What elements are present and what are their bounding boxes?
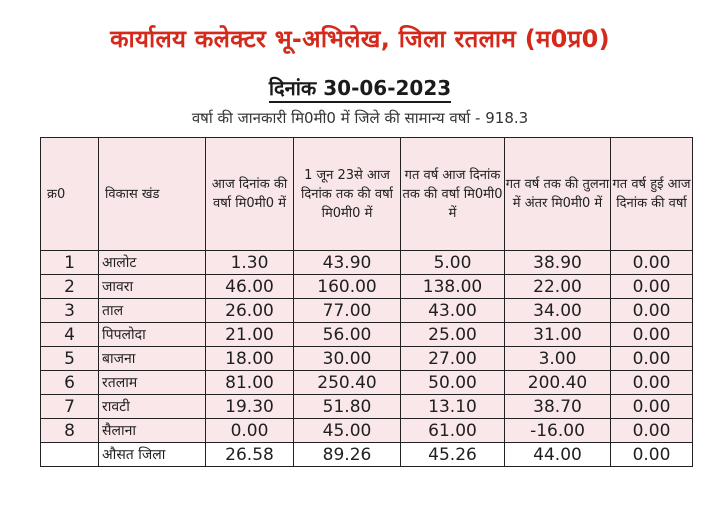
cell-difference: 38.70 <box>505 395 611 419</box>
cell-difference: 200.40 <box>505 371 611 395</box>
cell-block-name: रावटी <box>99 395 206 419</box>
cell-block-name: जावरा <box>99 275 206 299</box>
cell-last-year-rain: 138.00 <box>401 275 505 299</box>
cell-today-rain: 18.00 <box>206 347 294 371</box>
cell-last-year-today: 0.00 <box>611 323 693 347</box>
cell-serial: 4 <box>41 323 99 347</box>
column-header-cumulative-rain: 1 जून 23से आज दिनांक तक की वर्षा मि0मी0 में <box>294 138 401 251</box>
column-header-serial: क्र0 <box>41 138 99 251</box>
cell-block-name: बाजना <box>99 347 206 371</box>
cell-block-name: सैलाना <box>99 419 206 443</box>
cell-last-year-today: 0.00 <box>611 371 693 395</box>
cell-last-year-rain: 61.00 <box>401 419 505 443</box>
district-average-row <box>41 443 693 467</box>
cell-last-year-today: 0.00 <box>611 275 693 299</box>
page-title: कार्यालय कलेक्टर भू-अभिलेख, जिला रतलाम (म0प्र0) <box>110 25 610 53</box>
table-header-row <box>41 138 693 251</box>
cell-today-rain: 26.00 <box>206 299 294 323</box>
column-header-last-year-today: गत वर्ष हुई आज दिनांक की वर्षा <box>611 138 693 251</box>
cell-last-year-today: 0.00 <box>611 443 693 467</box>
cell-difference: 38.90 <box>505 251 611 275</box>
cell-cumulative-rain: 30.00 <box>294 347 401 371</box>
table-row <box>41 347 693 371</box>
cell-last-year-today: 0.00 <box>611 299 693 323</box>
cell-last-year-today: 0.00 <box>611 251 693 275</box>
cell-block-name: आलोट <box>99 251 206 275</box>
table-row <box>41 371 693 395</box>
cell-cumulative-rain: 45.00 <box>294 419 401 443</box>
cell-last-year-today: 0.00 <box>611 347 693 371</box>
cell-difference: 34.00 <box>505 299 611 323</box>
cell-block-name: पिपलोदा <box>99 323 206 347</box>
cell-serial: 7 <box>41 395 99 419</box>
column-header-today-rain: आज दिनांक की वर्षा मि0मी0 में <box>206 138 294 251</box>
cell-difference: 22.00 <box>505 275 611 299</box>
cell-serial <box>41 443 99 467</box>
cell-block-name: रतलाम <box>99 371 206 395</box>
cell-last-year-rain: 13.10 <box>401 395 505 419</box>
cell-difference: 31.00 <box>505 323 611 347</box>
cell-serial: 3 <box>41 299 99 323</box>
cell-difference: 44.00 <box>505 443 611 467</box>
cell-cumulative-rain: 89.26 <box>294 443 401 467</box>
cell-serial: 8 <box>41 419 99 443</box>
cell-difference: 3.00 <box>505 347 611 371</box>
cell-cumulative-rain: 160.00 <box>294 275 401 299</box>
column-header-block: विकास खंड <box>99 138 206 251</box>
cell-last-year-today: 0.00 <box>611 419 693 443</box>
cell-last-year-rain: 50.00 <box>401 371 505 395</box>
cell-last-year-rain: 43.00 <box>401 299 505 323</box>
cell-today-rain: 81.00 <box>206 371 294 395</box>
cell-today-rain: 21.00 <box>206 323 294 347</box>
cell-cumulative-rain: 43.90 <box>294 251 401 275</box>
table-row <box>41 395 693 419</box>
table-row <box>41 419 693 443</box>
cell-cumulative-rain: 77.00 <box>294 299 401 323</box>
table-row <box>41 275 693 299</box>
cell-last-year-rain: 27.00 <box>401 347 505 371</box>
table-row <box>41 323 693 347</box>
cell-serial: 1 <box>41 251 99 275</box>
cell-last-year-today: 0.00 <box>611 395 693 419</box>
report-date <box>0 74 720 101</box>
table-row <box>41 299 693 323</box>
cell-serial: 5 <box>41 347 99 371</box>
cell-last-year-rain: 5.00 <box>401 251 505 275</box>
cell-difference: -16.00 <box>505 419 611 443</box>
rainfall-table <box>40 137 693 467</box>
report-date-text: दिनांक 30-06-2023 <box>269 76 451 103</box>
cell-cumulative-rain: 51.80 <box>294 395 401 419</box>
column-header-last-year-rain: गत वर्ष आज दिनांक तक की वर्षा मि0मी0 में <box>401 138 505 251</box>
cell-today-rain: 0.00 <box>206 419 294 443</box>
cell-last-year-rain: 25.00 <box>401 323 505 347</box>
report-subtitle: वर्षा की जानकारी मि0मी0 में जिले की सामान्य वर्षा - 918.3 <box>191 109 529 127</box>
table-row <box>41 251 693 275</box>
cell-today-rain: 1.30 <box>206 251 294 275</box>
cell-today-rain: 19.30 <box>206 395 294 419</box>
cell-serial: 6 <box>41 371 99 395</box>
cell-cumulative-rain: 56.00 <box>294 323 401 347</box>
cell-last-year-rain: 45.26 <box>401 443 505 467</box>
cell-block-name: ताल <box>99 299 206 323</box>
column-header-difference: गत वर्ष तक की तुलना में अंतर मि0मी0 में <box>505 138 611 251</box>
cell-serial: 2 <box>41 275 99 299</box>
cell-block-name: औसत जिला <box>99 443 206 467</box>
cell-today-rain: 26.58 <box>206 443 294 467</box>
cell-cumulative-rain: 250.40 <box>294 371 401 395</box>
cell-today-rain: 46.00 <box>206 275 294 299</box>
